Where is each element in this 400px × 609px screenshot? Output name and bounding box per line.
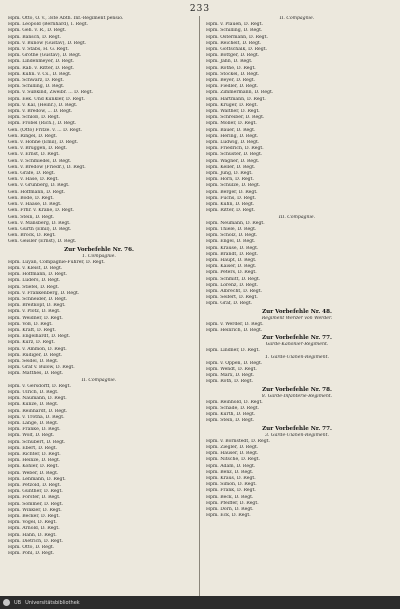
entry-line: Hpm. Kraus, D. Regt. bbox=[206, 476, 256, 482]
entry-line: Hpm. Marx, D. Regt. bbox=[206, 373, 255, 379]
page-number: 233 bbox=[189, 4, 211, 14]
entry-line: Hpm. Matthes, D. Regt. bbox=[8, 371, 64, 377]
entry-line: Hpm. Arnold, D. Regt. bbox=[8, 526, 60, 532]
entry-line: Hpm. Geh. v. R., D. Regt. bbox=[8, 28, 67, 34]
entry-line: Gen. Bode, D. Regt. bbox=[8, 195, 54, 201]
entry-line: Hpm. Seifert, D. Regt. bbox=[206, 295, 258, 301]
entry-line: Gen. v. Schmiedel, D. Regt. bbox=[8, 158, 72, 164]
entry-line: Hpm. Hahn, D. Regt. bbox=[8, 532, 57, 538]
entry-line: Gen. v. Haase, D. Regt. bbox=[8, 202, 62, 208]
entry-line: Hpm. Hauser, D. Regt. bbox=[206, 451, 259, 457]
entry-line: Hpm. v. Oppen, D. Regt. bbox=[206, 360, 263, 366]
footer-label: Universitätsbibliothek bbox=[25, 599, 80, 606]
entry-line: Hpm. Rothe, D. Regt. bbox=[206, 65, 256, 71]
entry-line: Hpm. Keller, D. Regt. bbox=[206, 164, 256, 170]
right-column bbox=[206, 16, 388, 519]
entry-line: Hpm. Kunze, D. Regt. bbox=[8, 402, 59, 408]
entry-line: Hpm. Benz, D. Regt. bbox=[206, 469, 254, 475]
entry-line: Hpm. Lindenmeyer, D. Regt. bbox=[8, 59, 75, 65]
subsection-heading: 8. Garde-Infanterie-Regiment. bbox=[261, 393, 333, 399]
entry-line: Hpm. Reinhardt, D. Regt. bbox=[8, 408, 68, 414]
entry-line: Hpm. Schmitt, D. Regt. bbox=[206, 276, 261, 282]
entry-line: Hpm. Schulze, D. Regt. bbox=[206, 183, 261, 189]
entry-line: Hpm. v. Plauen, D. Regt. bbox=[206, 22, 263, 28]
entry-line: Hpm. Luyan, Compagnie-Führer, D. Regt. bbox=[8, 259, 105, 265]
entry-line: Hpm. Brandt, D. Regt. bbox=[206, 251, 259, 257]
entry-line: Hpm. v. Stabs, H. G. Regt. bbox=[8, 47, 69, 53]
entry-line: Hpm. v. Kal, (Heinr.), D. Regt. bbox=[8, 102, 78, 108]
entry-line: Hpm. Albrecht, D. Regt. bbox=[206, 288, 263, 294]
entry-line: Hpm. Schreiber, D. Regt. bbox=[206, 115, 265, 121]
entry-line: Hpm. Frank, D. Regt. bbox=[206, 488, 256, 494]
entry-line: Hpm. Kurz, D. Regt. bbox=[8, 340, 55, 346]
entry-line: Hpm. Hoffmann, D. Regt. bbox=[8, 272, 68, 278]
entry-line: Hpm. Möller, D. Regt. bbox=[206, 121, 257, 127]
entry-line: Hpm. Nitsche, D. Regt. bbox=[206, 457, 260, 463]
entry-line: Hpm. Wendt, D. Regt. bbox=[206, 366, 257, 372]
column-divider bbox=[199, 16, 200, 596]
entry-line: Hpm. Ulrich, D. Regt. bbox=[8, 389, 59, 395]
entry-line: Hpm. Lindner, D. Regt. bbox=[206, 348, 260, 354]
entry-line: Hpm. Hering, D. Regt. bbox=[206, 133, 259, 139]
entry-line: Hpm. Roth, D. Regt. bbox=[206, 379, 254, 385]
entry-line: Hpm. Kraft, D. Regt. bbox=[8, 327, 56, 333]
entry-line: Gen. Brock, D. Regt. bbox=[8, 233, 56, 239]
entry-line: Hpm. Adam, D. Regt. bbox=[206, 463, 256, 469]
entry-line: Hpm. Vogel, D. Regt. bbox=[8, 520, 57, 526]
entry-line: Hpm. Haupt, D. Regt. bbox=[206, 257, 257, 263]
entry-line: Hpm. v. Bünow (Gustav), D. Regt. bbox=[8, 40, 87, 46]
entry-line: Hpm. Ritter, D. Regt. bbox=[206, 208, 256, 214]
entry-line: Gen. Stein, D. Regt. bbox=[8, 214, 55, 220]
entry-line: Gen. v. Grünberg, D. Regt. bbox=[8, 183, 70, 189]
entry-line: Hpm. Schuster, D. Regt. bbox=[206, 152, 263, 158]
section-heading: Zur Vorbefehle Nr. 77. bbox=[262, 425, 332, 432]
entry-line: Hpm. Heinze, D. Regt. bbox=[8, 458, 61, 464]
subsection-heading: Regiment Werder von Werder. bbox=[261, 315, 333, 321]
entry-line: Gen. v. Brüggen, D. Regt. bbox=[8, 146, 68, 152]
entry-line: Hpm. Schwarz, D. Regt. bbox=[8, 78, 64, 84]
entry-line: Hpm. Kaiser, D. Regt. bbox=[206, 264, 257, 270]
entry-line: Hpm. Heinrich, D. Regt. bbox=[206, 327, 263, 333]
entry-line: Hpm. Rüdiger, D. Regt. bbox=[8, 352, 63, 358]
entry-line: Hpm. Pohl, D. Regt. bbox=[8, 551, 55, 557]
section-heading: Zur Vorbefehle Nr. 78. bbox=[262, 386, 332, 393]
viewer-footer bbox=[0, 596, 400, 609]
entry-line: Hpm. Graf v. Bülow, D. Regt. bbox=[8, 365, 75, 371]
entry-line: Hpm. Kühn, D. Regt. bbox=[206, 202, 255, 208]
entry-line: Hpm. Weber, D. Regt. bbox=[8, 470, 59, 476]
entry-line: Hpm. Lüders, D. Regt. bbox=[8, 278, 61, 284]
entry-line: Hpm. Richter, D. Regt. bbox=[8, 452, 61, 458]
entry-line: Hpm. Neumann, D. Regt. bbox=[206, 220, 265, 226]
entry-line: Hpm. Bauer, D. Regt. bbox=[206, 127, 256, 133]
entry-line: Hpm. Wolf, D. Regt. bbox=[8, 433, 55, 439]
entry-line: Hpm. Eck, D. Regt. bbox=[206, 513, 251, 519]
entry-line: Hpm. Wagner, D. Regt. bbox=[206, 158, 260, 164]
entry-line: Hpm. Bänsch, D. Regt. bbox=[8, 34, 61, 40]
entry-line: Gen. v. Höhne (Emil), D. Regt. bbox=[8, 140, 79, 146]
entry-line: Hpm. Kühn. v. Cs., D. Regt. bbox=[8, 71, 72, 77]
entry-line: Hpm. Beyer, D. Regt. bbox=[206, 78, 256, 84]
entry-line: Hpm. Walther, D. Regt. bbox=[206, 109, 260, 115]
entry-line: Hpm. v. Süßkind, Zweibr. ... D. Regt. bbox=[8, 90, 94, 96]
entry-line: Hpm. Schneider, D. Regt. bbox=[8, 296, 68, 302]
entry-line: Hpm. Schubert, D. Regt. bbox=[8, 439, 66, 445]
entry-line: Hpm. v. Kleist, D. Regt. bbox=[8, 265, 63, 271]
subsection-heading: 1. Compagnie. bbox=[82, 253, 116, 259]
subsection-heading: III. Compagnie. bbox=[278, 214, 316, 220]
entry-line: Hpm. Stöckel, D. Regt. bbox=[206, 71, 260, 77]
entry-line: Hpm. Schilling, D. Regt. bbox=[8, 84, 65, 90]
subsection-heading: Garde-Kanonier-Regiment. bbox=[265, 342, 329, 348]
entry-line: Hpm. Ostermann, D. Regt. bbox=[206, 34, 268, 40]
entry-line: Hpm. Ziegler, D. Regt. bbox=[206, 445, 259, 450]
entry-line: Hpm. Pfeiffer, D. Regt. bbox=[206, 500, 259, 506]
entry-line: Gen. Frhr. v. Krane, D. Regt. bbox=[8, 208, 75, 214]
entry-line: Hpm. Seidel, D. Regt. bbox=[8, 358, 59, 364]
section-heading: Zur Vorbefehle Nr. 77. bbox=[262, 335, 332, 342]
entry-line: Gen. Gräfe, D. Regt. bbox=[8, 171, 56, 177]
entry-line: Hpm. Lehmann, D. Regt. bbox=[8, 476, 66, 482]
entry-line: Hpm. Fuchs, D. Regt. bbox=[206, 195, 257, 201]
library-logo-icon bbox=[3, 599, 10, 606]
entry-line: Hpm. Dorn, D. Regt. bbox=[206, 507, 254, 513]
section-heading: Zur Vorbefehle Nr. 48. bbox=[262, 308, 332, 315]
entry-line: Hpm. Engel, D. Regt. bbox=[206, 239, 256, 245]
entry-line: Hpm. Zimmermann, D. Regt. bbox=[206, 90, 274, 96]
entry-line: Hpm. Otto, O. v., 3ste Abth. Inf.-Regiment pensio. bbox=[8, 16, 124, 21]
entry-line: Hpm. Stiefel, D. Regt. bbox=[8, 284, 60, 290]
entry-line: Hpm. v. Ammon, D. Regt. bbox=[8, 346, 67, 352]
section-heading: Zur Vorbefehle Nr. 76. bbox=[64, 246, 134, 253]
entry-line: Hpm. Kurth, D. Regt. bbox=[206, 412, 256, 418]
subsection-heading: II. Compagnie. bbox=[279, 16, 315, 21]
entry-line: Hpm. Leopold (Bernhard), I. Regt. bbox=[8, 22, 89, 28]
entry-line: Hpm. Sommer, D. Regt. bbox=[8, 501, 64, 507]
entry-line: Gen. Hoffmann, D. Regt. bbox=[8, 189, 66, 195]
entry-line: Hpm. Dietrich, D. Regt. bbox=[8, 538, 63, 544]
entry-line: Hpm. Böttger, D. Regt. bbox=[206, 53, 260, 59]
entry-line: Hpm. v. Trotha, D. Regt. bbox=[8, 414, 65, 420]
entry-line: Hpm. Jahn, D. Regt. bbox=[206, 59, 253, 65]
entry-line: Hpm. Krause, D. Regt. bbox=[206, 245, 259, 251]
entry-line: Hpm. Weidner, D. Regt. bbox=[8, 315, 63, 321]
entry-line: Gen. Geisler (Ernst), D. Regt. bbox=[8, 239, 77, 245]
entry-line: Hpm. Lorenz, D. Regt. bbox=[206, 282, 259, 288]
entry-line: Hpm. v. Plötz, D. Regt. bbox=[8, 309, 61, 315]
left-column bbox=[8, 16, 190, 557]
entry-line: Hpm. Gottschalk, D. Regt. bbox=[206, 47, 268, 53]
entry-line: Hpm. v. Bornstedt, D. Regt. bbox=[206, 438, 270, 444]
entry-line: Gen. v. Hase, D. Regt. bbox=[8, 177, 59, 183]
entry-line: Hpm. Engelhardt, D. Regt. bbox=[8, 334, 71, 340]
entry-line: Hpm. Scholz, D. Regt. bbox=[206, 233, 258, 239]
entry-line: Hpm. Jung, D. Regt. bbox=[206, 171, 253, 177]
entry-line: Hpm. Petzold, D. Regt. bbox=[8, 483, 62, 489]
subsection-heading: II. Compagnie. bbox=[81, 377, 117, 383]
entry-line: Hpm. Becker, D. Regt. bbox=[8, 514, 60, 520]
entry-line: Hpm. v. Gersdorff, D. Regt. bbox=[8, 383, 71, 389]
entry-line: Gen. Ringel, D. Regt. bbox=[8, 133, 58, 139]
entry-line: Hpm. Reinhold, D. Regt. bbox=[206, 399, 263, 405]
subsection-heading: 3. Garde-Ulanen-Regiment. bbox=[265, 432, 329, 438]
entry-line: Hpm. Berger, D. Regt. bbox=[206, 189, 258, 195]
entry-line: Hpm. Ludwig, D. Regt. bbox=[206, 140, 260, 146]
entry-line: Hpm. Stein, D. Regt. bbox=[206, 418, 255, 424]
entry-line: Hpm. Voß, D. Regt. bbox=[8, 321, 53, 327]
entry-line: Hpm. Hartmann, D. Regt. bbox=[206, 96, 266, 102]
entry-line: Hpm. Günther, D. Regt. bbox=[8, 489, 63, 495]
entry-line: Hpm. Krüger, D. Regt. bbox=[206, 102, 258, 108]
footer-logo-text: UB bbox=[14, 599, 22, 606]
entry-line: Hpm. Lange, D. Regt. bbox=[8, 421, 59, 426]
entry-line: Gen. v. Ernst, D. Regt. bbox=[8, 152, 60, 158]
entry-line: Hpm. Thiele, D. Regt. bbox=[206, 226, 257, 232]
entry-line: Hpm. Peters, D. Regt. bbox=[206, 270, 257, 276]
entry-line: Hpm. Beck, D. Regt. bbox=[206, 494, 254, 500]
entry-line: Hpm. Fröbel (Rich.), D. Regt. bbox=[8, 121, 77, 127]
entry-line: Hpm. Naumann, D. Regt. bbox=[8, 396, 67, 402]
entry-line: Gen. (Otto) Fritze. v. ... D. Regt. bbox=[8, 127, 82, 133]
entry-line: Hpm. Fiedler, D. Regt. bbox=[206, 84, 259, 90]
entry-line: Hpm. Horn, D. Regt. bbox=[206, 177, 254, 183]
entry-line: Hpm. Winkler, D. Regt. bbox=[8, 507, 62, 513]
entry-line: Hpm. Ebert, D. Regt. bbox=[8, 445, 58, 451]
entry-line: Gen. v. Mansberg, D. Regt. bbox=[8, 220, 71, 226]
entry-line: Hpm. Eek. Und Künkler, D. Regt. bbox=[8, 96, 85, 102]
entry-line: Gen. v. Bredow (Friedr.), D. Regt. bbox=[8, 164, 86, 170]
entry-line: Hpm. Simon, D. Regt. bbox=[206, 482, 257, 488]
entry-line: Hpm. Schilling, D. Regt. bbox=[206, 28, 263, 34]
entry-line: Hpm. Otto, D. Regt. bbox=[8, 545, 55, 551]
entry-line: Hpm. Graf, D. Regt. bbox=[206, 301, 253, 307]
entry-line: Hpm. Breitkopf, D. Regt. bbox=[8, 303, 66, 309]
entry-line: Hpm. Schloß, D. Regt. bbox=[8, 115, 60, 121]
entry-line: Hpm. Schade, D. Regt. bbox=[206, 405, 260, 411]
entry-line: Hpm. Förster, D. Regt. bbox=[8, 495, 61, 501]
entry-line: Hpm. Friedrich, D. Regt. bbox=[206, 146, 264, 152]
entry-line: Hpm. v. Werder, D. Regt. bbox=[206, 321, 264, 327]
entry-line: Gen. Gürth (Emil), D. Regt. bbox=[8, 226, 72, 232]
subsection-heading: 1. Garde-Ulanen-Regiment. bbox=[265, 354, 329, 360]
entry-line: Hpm. Köhler, D. Regt. bbox=[8, 464, 59, 470]
entry-line: Hpm. v. Frankenberg, D. Regt. bbox=[8, 290, 80, 296]
entry-line: Hpm. v. Bredow, ... D. Regt. bbox=[8, 109, 73, 115]
entry-line: Hpm. Franke, D. Regt. bbox=[8, 427, 61, 433]
entry-line: Hpm. Rab. v. Ritter, D. Regt. bbox=[8, 65, 75, 71]
entry-line: Hpm. Reichelt, D. Regt. bbox=[206, 40, 262, 46]
entry-line: Hpm. Grothe (Gustav), D. Regt. bbox=[8, 53, 82, 59]
